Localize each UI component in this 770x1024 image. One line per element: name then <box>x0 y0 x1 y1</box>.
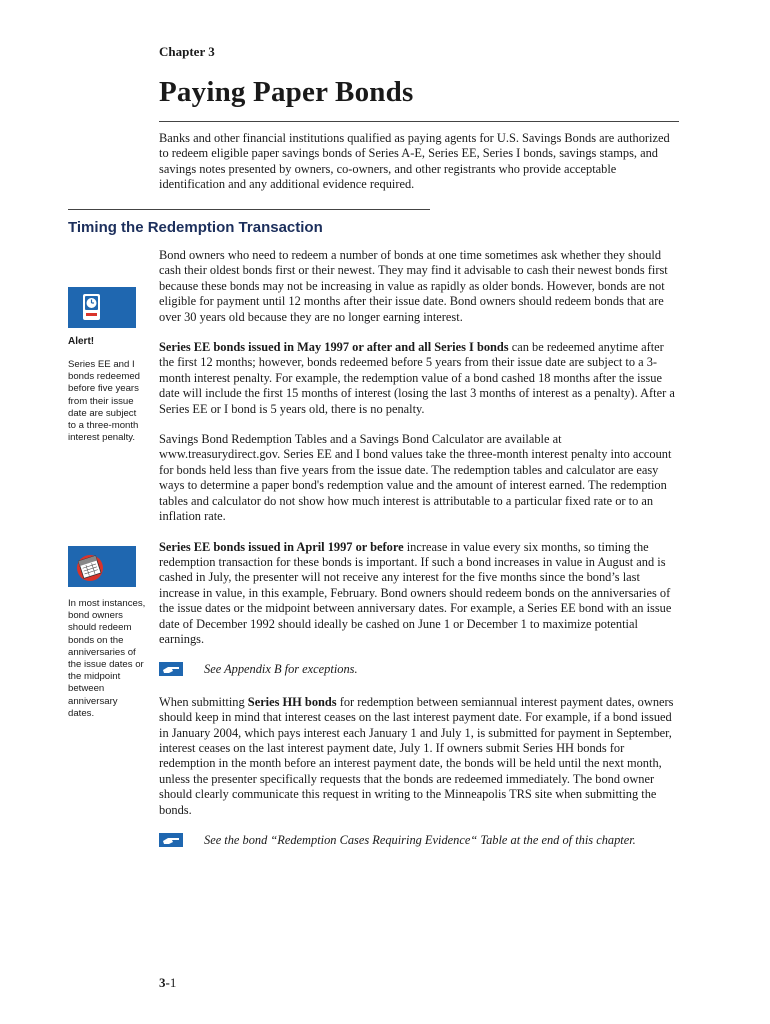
title-divider <box>159 121 679 122</box>
alert-clock-icon <box>68 287 136 328</box>
note-text: See Appendix B for exceptions. <box>204 662 358 677</box>
note-redemption-cases <box>159 833 681 848</box>
bold-phrase: Series EE bonds issued in May 1997 or after and all Series I bonds <box>159 340 509 355</box>
section-heading: Timing the Redemption Transaction <box>68 219 323 236</box>
page-title: Paying Paper Bonds <box>159 76 414 108</box>
tip-note: In most instances, bond owners should redeem bonds on the anniversaries of the issue dates or the midpoint between anniversary dates. <box>68 598 146 719</box>
paragraph-redemption-tables: Savings Bond Redemption Tables and a Savings Bond Calculator are available at www.treasurydirect.gov. Series EE and I bond values take the three-month interest penalty into account for bonds held less than five years from the issue date. The redemption tables and calculator are easy ways to determine a paper bond's redemption value and the amount of interest earned. The redemption tables and calculator do not show how much interest is attributable to a particular fixed rate or to an inflation rate. <box>159 432 672 524</box>
paragraph-series-ee-may-1997 <box>159 340 681 417</box>
paragraph-series-ee-april-1997 <box>159 540 681 648</box>
bold-phrase: Series HH bonds <box>247 694 337 709</box>
main-body <box>159 248 681 861</box>
note-appendix-b <box>159 662 681 677</box>
calendar-icon <box>68 546 136 587</box>
bold-phrase: Series EE bonds issued in April 1997 or before <box>159 539 404 554</box>
intro-paragraph: Banks and other financial institutions qualified as paying agents for U.S. Savings Bonds are authorized to redeem eligible paper savings bonds of Series A-E, Series EE, Series I bonds, savings stamps, and savings notes presented by owners, co-owners, and other registrants who provide acceptable identification and any additional evidence required. <box>159 131 670 192</box>
paragraph-series-hh <box>159 695 681 818</box>
paragraph-text: increase in value every six months, so timing the redemption transaction for these bonds is important. If such a bond increases in value in August and is cashed in July, the presenter will not receive any interest for the five months since the bond’s last increase in value, in this example, February. Bond owners should redeem bonds on the anniversaries of the issue dates or the midpoint between anniversary dates. For example, a Series EE bond with an issue date of December 1992 should ideally be cashed on June 1 or December 1 to maximize potential earnings. <box>159 539 672 646</box>
pointing-hand-icon <box>159 662 183 676</box>
page-number <box>159 975 176 991</box>
pointing-hand-icon <box>159 833 183 847</box>
alert-note: Series EE and I bonds redeemed before five years from their issue date are subject to a three-month interest penalty. <box>68 359 141 444</box>
paragraph-redeem-order: Bond owners who need to redeem a number of bonds at one time sometimes ask whether they should cash their oldest bonds first or their newest. They may find it advisable to cash their newest bonds first because these bonds may not be increasing in value as rapidly as older bonds. However, bonds are not eligible for payment until 12 months after their issue date. Bond owners should redeem bonds that are over 30 years old because they are no longer earning interest. <box>159 248 668 324</box>
paragraph-text: can be redeemed anytime after the first 12 months; however, bonds redeemed before 5 years from their issue date are subject to a 3-month interest penalty. For example, the redemption value of a bond cashed 18 months after the issue date will include the first 15 months of interest (losing the last 3 months of interest as a penalty). After a Series EE or I bond is 5 years old, there is no penalty. <box>159 340 675 416</box>
paragraph-text: for redemption between semiannual interest payment dates, owners should keep in mind that interest ceases on the last interest payment date. For example, if a bond issued in January 2004, which pays interest each January 1 and July 1, is submitted for payment in September, interest ceases on the last interest payment date, July 1. If owners submit Series HH bonds for redemption in the month before an interest payment date, the bonds will be held until the next month, unless the presenter specifically requests that the bonds are redeemed immediately. The bond owner should clearly communicate this request in writing to the Minneapolis TRS site when submitting the bonds. <box>159 694 674 817</box>
alert-title: Alert! <box>68 336 95 347</box>
chapter-label: Chapter 3 <box>159 44 215 59</box>
note-text: See the bond “Redemption Cases Requiring Evidence“ Table at the end of this chapter. <box>204 833 636 847</box>
page-num: 1 <box>169 975 177 990</box>
page-chapter: 3- <box>159 975 170 990</box>
section-divider <box>68 209 430 210</box>
paragraph-text: When submitting <box>159 694 248 709</box>
